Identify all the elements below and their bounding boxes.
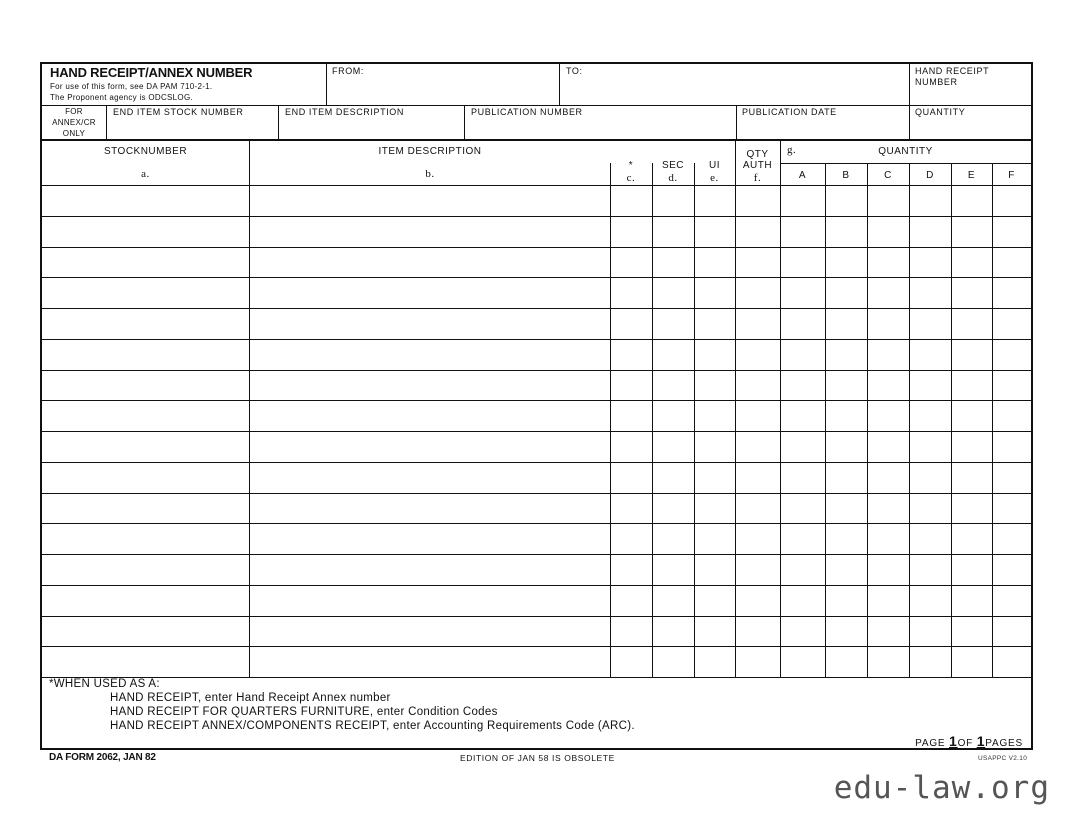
col-sec-letter: d.: [668, 172, 678, 184]
table-cell[interactable]: [868, 278, 909, 308]
table-cell[interactable]: [695, 524, 735, 554]
table-cell[interactable]: [993, 217, 1031, 247]
table-cell[interactable]: [695, 432, 735, 462]
table-cell[interactable]: [952, 617, 992, 647]
table-cell[interactable]: [43, 186, 249, 216]
table-cell[interactable]: [43, 647, 249, 677]
table-cell[interactable]: [695, 555, 735, 585]
col-sub-e: E: [967, 170, 976, 181]
table-cell[interactable]: [611, 401, 652, 431]
page-count: [915, 733, 1023, 749]
table-cell[interactable]: [826, 617, 867, 647]
col-stocknumber-letter: a.: [141, 168, 150, 180]
table-cell[interactable]: [993, 371, 1031, 401]
table-cell[interactable]: [952, 647, 992, 677]
col-stocknumber: STOCKNUMBER: [103, 146, 188, 157]
table-cell[interactable]: [43, 555, 249, 585]
table-cell[interactable]: [993, 463, 1031, 493]
table-cell[interactable]: [653, 432, 694, 462]
table-cell[interactable]: [868, 617, 909, 647]
col-quantity-letter: g.: [787, 144, 797, 156]
footer-line-1: HAND RECEIPT, enter Hand Receipt Annex number: [110, 692, 391, 704]
table-cell[interactable]: [43, 586, 249, 616]
table-cell[interactable]: [826, 309, 867, 339]
table-cell[interactable]: [653, 463, 694, 493]
table-cell[interactable]: [653, 617, 694, 647]
table-cell[interactable]: [611, 617, 652, 647]
table-cell[interactable]: [695, 586, 735, 616]
table-cell[interactable]: [952, 555, 992, 585]
table-cell[interactable]: [868, 186, 909, 216]
table-cell[interactable]: [910, 217, 951, 247]
col-qty-letter: f.: [753, 172, 762, 184]
end-item-description-label: END ITEM DESCRIPTION: [285, 107, 405, 117]
table-cell[interactable]: [781, 371, 825, 401]
table-cell[interactable]: [250, 278, 610, 308]
table-cell[interactable]: [910, 586, 951, 616]
table-cell[interactable]: [993, 432, 1031, 462]
table-cell[interactable]: [781, 586, 825, 616]
table-cell[interactable]: [868, 248, 909, 278]
pages-word: PAGES: [985, 738, 1023, 749]
table-cell[interactable]: [781, 555, 825, 585]
table-cell[interactable]: [736, 555, 780, 585]
table-cell[interactable]: [910, 494, 951, 524]
table-cell[interactable]: [736, 586, 780, 616]
table-cell[interactable]: [826, 401, 867, 431]
table-cell[interactable]: [781, 278, 825, 308]
table-cell[interactable]: [653, 278, 694, 308]
table-cell[interactable]: [826, 586, 867, 616]
for-annex-label-2: ANNEX/CR: [52, 118, 96, 127]
table-cell[interactable]: [993, 278, 1031, 308]
table-cell[interactable]: [695, 463, 735, 493]
table-cell[interactable]: [910, 186, 951, 216]
table-cell[interactable]: [695, 248, 735, 278]
table-cell[interactable]: [695, 309, 735, 339]
table-cell[interactable]: [653, 555, 694, 585]
table-cell[interactable]: [952, 371, 992, 401]
hand-receipt-form: [40, 62, 1033, 750]
total-pages-number[interactable]: 1: [976, 733, 986, 749]
col-item-description: ITEM DESCRIPTION: [378, 146, 482, 157]
table-cell[interactable]: [826, 186, 867, 216]
table-cell[interactable]: [653, 340, 694, 370]
table-cell[interactable]: [910, 432, 951, 462]
table-cell[interactable]: [826, 248, 867, 278]
table-cell[interactable]: [993, 494, 1031, 524]
col-item-description-letter: b.: [425, 168, 435, 180]
table-cell[interactable]: [910, 309, 951, 339]
table-cell[interactable]: [868, 463, 909, 493]
table-cell[interactable]: [993, 186, 1031, 216]
table-cell[interactable]: [781, 647, 825, 677]
table-cell[interactable]: [868, 309, 909, 339]
table-cell[interactable]: [736, 494, 780, 524]
table-cell[interactable]: [695, 371, 735, 401]
col-sub-d: D: [926, 170, 934, 181]
form-title: HAND RECEIPT/ANNEX NUMBER: [50, 65, 253, 80]
table-cell[interactable]: [826, 463, 867, 493]
table-cell[interactable]: [781, 401, 825, 431]
table-cell[interactable]: [653, 647, 694, 677]
footer-line-3: HAND RECEIPT ANNEX/COMPONENTS RECEIPT, enter Accounting Requirements Code (ARC).: [110, 720, 635, 732]
when-used-note: *WHEN USED AS A:: [49, 678, 160, 690]
table-cell[interactable]: [43, 432, 249, 462]
col-sec: SEC: [661, 160, 685, 171]
table-cell[interactable]: [993, 647, 1031, 677]
table-cell[interactable]: [695, 217, 735, 247]
table-cell[interactable]: [43, 463, 249, 493]
table-cell[interactable]: [952, 309, 992, 339]
col-sub-b: B: [842, 170, 850, 181]
table-cell[interactable]: [868, 494, 909, 524]
col-qty-line2: AUTH: [742, 160, 773, 171]
table-cell[interactable]: [43, 217, 249, 247]
table-cell[interactable]: [952, 186, 992, 216]
table-cell[interactable]: [250, 401, 610, 431]
table-cell[interactable]: [611, 432, 652, 462]
table-cell[interactable]: [250, 340, 610, 370]
table-cell[interactable]: [736, 278, 780, 308]
table-cell[interactable]: [653, 586, 694, 616]
table-cell[interactable]: [653, 186, 694, 216]
end-item-quantity-label: QUANTITY: [915, 107, 966, 117]
table-cell[interactable]: [952, 401, 992, 431]
publication-date-label: PUBLICATION DATE: [742, 107, 837, 117]
table-cell[interactable]: [781, 248, 825, 278]
form-id: DA FORM 2062, JAN 82: [49, 752, 156, 763]
table-cell[interactable]: [826, 340, 867, 370]
table-cell[interactable]: [695, 186, 735, 216]
hand-receipt-number-label-1: HAND RECEIPT: [915, 66, 990, 76]
table-cell[interactable]: [952, 463, 992, 493]
table-cell[interactable]: [736, 617, 780, 647]
table-cell[interactable]: [43, 248, 249, 278]
table-cell[interactable]: [695, 401, 735, 431]
table-cell[interactable]: [868, 524, 909, 554]
use-note: For use of this form, see DA PAM 710-2-1.: [50, 82, 213, 91]
table-cell[interactable]: [611, 278, 652, 308]
table-cell[interactable]: [868, 555, 909, 585]
table-cell[interactable]: [250, 494, 610, 524]
table-cell[interactable]: [736, 371, 780, 401]
from-label: FROM:: [332, 66, 364, 76]
table-cell[interactable]: [868, 217, 909, 247]
col-quantity: QUANTITY: [878, 146, 933, 157]
table-cell[interactable]: [250, 432, 610, 462]
for-annex-label-1: FOR: [65, 107, 83, 116]
table-cell[interactable]: [781, 494, 825, 524]
table-cell[interactable]: [910, 647, 951, 677]
table-cell[interactable]: [952, 217, 992, 247]
end-item-stock-number-label: END ITEM STOCK NUMBER: [113, 107, 244, 117]
col-sub-c: C: [884, 170, 892, 181]
footer-line-2: HAND RECEIPT FOR QUARTERS FURNITURE, enter Condition Codes: [110, 706, 498, 718]
table-cell[interactable]: [695, 340, 735, 370]
table-cell[interactable]: [653, 494, 694, 524]
table-cell[interactable]: [952, 278, 992, 308]
table-cell[interactable]: [736, 432, 780, 462]
table-cell[interactable]: [653, 217, 694, 247]
table-cell[interactable]: [781, 524, 825, 554]
table-cell[interactable]: [736, 186, 780, 216]
table-cell[interactable]: [611, 463, 652, 493]
table-cell[interactable]: [993, 309, 1031, 339]
table-cell[interactable]: [250, 617, 610, 647]
table-cell[interactable]: [43, 278, 249, 308]
table-cell[interactable]: [736, 524, 780, 554]
table-cell[interactable]: [653, 309, 694, 339]
table-cell[interactable]: [611, 524, 652, 554]
table-cell[interactable]: [993, 401, 1031, 431]
table-cell[interactable]: [250, 217, 610, 247]
table-cell[interactable]: [611, 186, 652, 216]
proponent-note: The Proponent agency is ODCSLOG.: [50, 93, 193, 102]
col-ui-letter: e.: [710, 172, 719, 184]
for-annex-label-3: ONLY: [62, 129, 86, 138]
table-cell[interactable]: [868, 432, 909, 462]
table-cell[interactable]: [993, 340, 1031, 370]
table-cell[interactable]: [993, 555, 1031, 585]
table-cell[interactable]: [611, 555, 652, 585]
table-cell[interactable]: [611, 248, 652, 278]
table-cell[interactable]: [736, 340, 780, 370]
table-cell[interactable]: [826, 555, 867, 585]
table-cell[interactable]: [826, 494, 867, 524]
table-cell[interactable]: [611, 371, 652, 401]
table-cell[interactable]: [611, 217, 652, 247]
table-cell[interactable]: [611, 647, 652, 677]
table-cell[interactable]: [43, 617, 249, 647]
table-cell[interactable]: [910, 248, 951, 278]
table-cell[interactable]: [43, 494, 249, 524]
table-cell[interactable]: [826, 524, 867, 554]
table-cell[interactable]: [910, 401, 951, 431]
table-cell[interactable]: [781, 217, 825, 247]
table-cell[interactable]: [910, 371, 951, 401]
col-sub-a: A: [798, 170, 807, 181]
table-cell[interactable]: [868, 586, 909, 616]
table-cell[interactable]: [781, 309, 825, 339]
table-cell[interactable]: [611, 340, 652, 370]
table-cell[interactable]: [952, 432, 992, 462]
table-cell[interactable]: [250, 586, 610, 616]
table-cell[interactable]: [826, 217, 867, 247]
table-cell[interactable]: [993, 617, 1031, 647]
to-label: TO:: [566, 66, 583, 76]
of-word: OF: [957, 738, 974, 749]
table-cell[interactable]: [250, 371, 610, 401]
watermark: edu-law.org: [833, 770, 1050, 806]
table-cell[interactable]: [611, 494, 652, 524]
item-table: [42, 64, 1031, 684]
table-cell[interactable]: [250, 248, 610, 278]
col-sub-f: F: [1008, 170, 1015, 181]
table-cell[interactable]: [826, 278, 867, 308]
table-cell[interactable]: [653, 401, 694, 431]
table-cell[interactable]: [736, 248, 780, 278]
col-ui: UI: [709, 160, 720, 171]
table-cell[interactable]: [43, 371, 249, 401]
table-cell[interactable]: [993, 586, 1031, 616]
col-star: *: [628, 160, 634, 171]
table-cell[interactable]: [826, 432, 867, 462]
table-cell[interactable]: [952, 248, 992, 278]
table-cell[interactable]: [43, 309, 249, 339]
table-cell[interactable]: [736, 309, 780, 339]
hand-receipt-number-label-2: NUMBER: [915, 77, 958, 87]
table-cell[interactable]: [653, 248, 694, 278]
table-cell[interactable]: [910, 524, 951, 554]
table-cell[interactable]: [781, 432, 825, 462]
page-word: PAGE: [915, 738, 946, 749]
table-cell[interactable]: [781, 617, 825, 647]
page-number[interactable]: 1: [949, 733, 958, 749]
table-cell[interactable]: [910, 278, 951, 308]
table-cell[interactable]: [826, 647, 867, 677]
table-cell[interactable]: [611, 309, 652, 339]
table-cell[interactable]: [611, 586, 652, 616]
version-note: USAPPC V2.10: [978, 755, 1028, 762]
col-star-letter: c.: [626, 172, 636, 184]
table-cell[interactable]: [695, 494, 735, 524]
publication-number-label: PUBLICATION NUMBER: [471, 107, 583, 117]
table-cell[interactable]: [952, 340, 992, 370]
table-cell[interactable]: [736, 401, 780, 431]
table-cell[interactable]: [910, 463, 951, 493]
table-cell[interactable]: [868, 401, 909, 431]
table-cell[interactable]: [43, 401, 249, 431]
table-cell[interactable]: [736, 463, 780, 493]
table-cell[interactable]: [868, 371, 909, 401]
table-cell[interactable]: [43, 340, 249, 370]
table-cell[interactable]: [910, 340, 951, 370]
table-cell[interactable]: [868, 340, 909, 370]
table-cell[interactable]: [781, 463, 825, 493]
table-cell[interactable]: [695, 278, 735, 308]
table-cell[interactable]: [653, 371, 694, 401]
table-cell[interactable]: [952, 494, 992, 524]
row-divider: [42, 677, 1031, 678]
table-cell[interactable]: [653, 524, 694, 554]
table-cell[interactable]: [250, 555, 610, 585]
table-cell[interactable]: [993, 524, 1031, 554]
table-cell[interactable]: [250, 309, 610, 339]
table-cell[interactable]: [736, 217, 780, 247]
table-cell[interactable]: [910, 555, 951, 585]
table-cell[interactable]: [695, 617, 735, 647]
table-cell[interactable]: [781, 186, 825, 216]
table-cell[interactable]: [43, 524, 249, 554]
table-cell[interactable]: [910, 617, 951, 647]
table-cell[interactable]: [826, 371, 867, 401]
table-cell[interactable]: [250, 647, 610, 677]
table-cell[interactable]: [952, 586, 992, 616]
col-qty-line1: QTY: [746, 149, 769, 160]
table-cell[interactable]: [781, 340, 825, 370]
table-cell[interactable]: [952, 524, 992, 554]
table-cell[interactable]: [736, 647, 780, 677]
table-cell[interactable]: [868, 647, 909, 677]
table-cell[interactable]: [695, 647, 735, 677]
table-cell[interactable]: [250, 524, 610, 554]
table-cell[interactable]: [250, 186, 610, 216]
table-cell[interactable]: [250, 463, 610, 493]
edition-note: EDITION OF JAN 58 IS OBSOLETE: [460, 753, 615, 763]
table-cell[interactable]: [993, 248, 1031, 278]
